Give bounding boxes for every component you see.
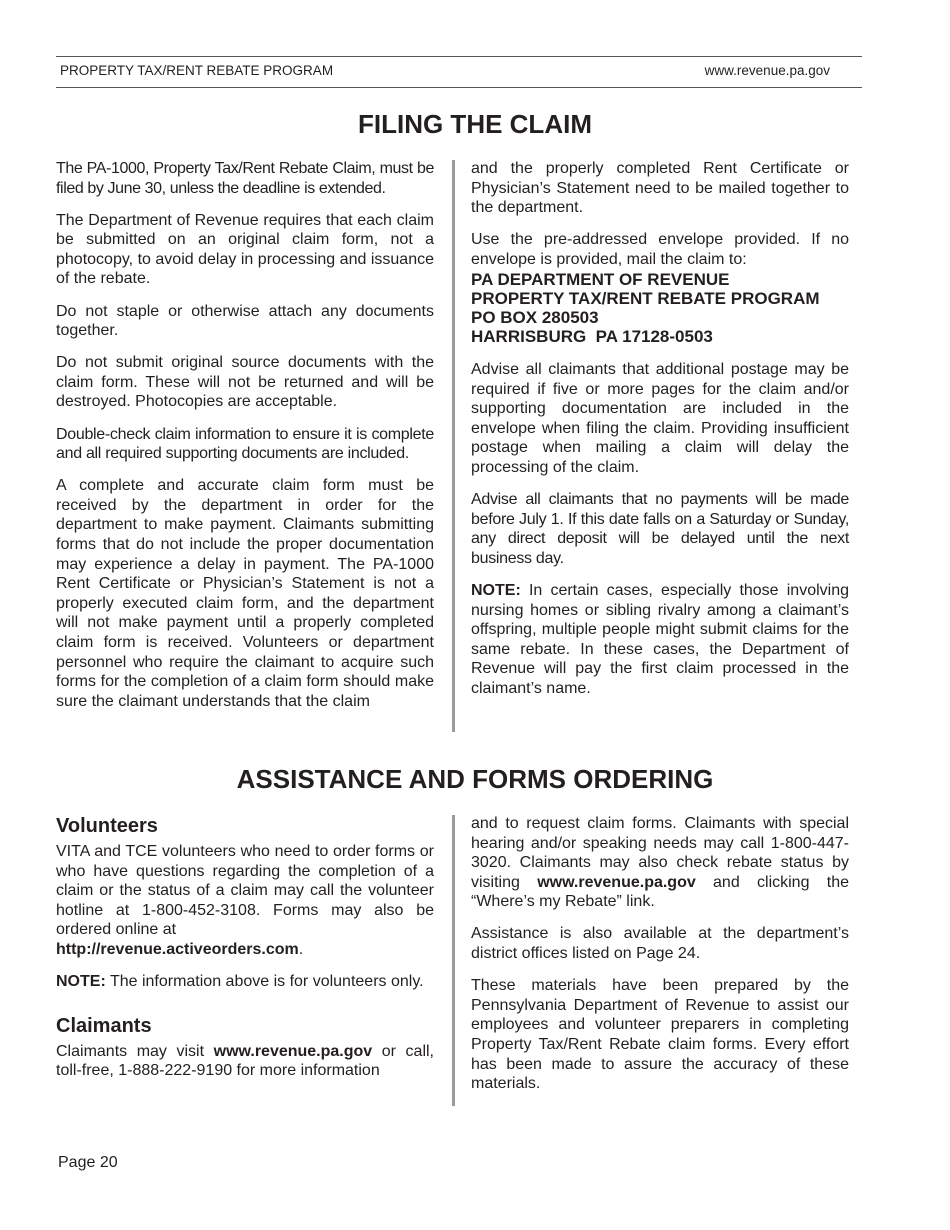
revenue-link[interactable]: www.revenue.pa.gov xyxy=(537,873,696,891)
column-divider xyxy=(452,815,455,1106)
paragraph: Advise all claimants that no payments will be made before July 1. If this date falls on a Saturday or Sunday, any direct deposit will be delayed until the next business day. xyxy=(471,491,849,567)
paragraph: A complete and accurate claim form must be received by the department in order for the department to make payment. Claimants submitting forms that do not include the proper documentation may experience a delay in payment. The PA-1000 Rent Certificate or Physician’s Statement is not a properly executed claim form, and the department will not make payment until a properly completed claim form is received. Volunteers or department personnel who require the claimant to acquire such forms for the completion of a claim form should make sure the claimant understands that the claim xyxy=(56,477,434,710)
paragraph: The PA-1000, Property Tax/Rent Rebate Claim, must be filed by June 30, unless the deadline is extended. xyxy=(56,160,434,197)
paragraph: The Department of Revenue requires that each claim be submitted on an original claim form, not a photocopy, to avoid delay in processing and issuance of the rebate. xyxy=(56,211,434,288)
note-paragraph xyxy=(56,972,434,992)
paragraph: Use the pre-addressed envelope provided. If no envelope is provided, mail the claim to: xyxy=(471,231,849,268)
header-rule-top xyxy=(56,56,862,57)
paragraph: Assistance is also available at the department’s district offices listed on Page 24. xyxy=(471,925,849,963)
header-program: PROPERTY TAX/RENT REBATE PROGRAM xyxy=(60,63,334,78)
section-title-assistance: ASSISTANCE AND FORMS ORDERING xyxy=(236,764,714,794)
mailing-address xyxy=(471,270,849,346)
text: and clicking the “Where’s my Rebate” link. xyxy=(471,873,849,911)
volunteers-link-line xyxy=(56,940,434,960)
assistance-right-column xyxy=(471,814,849,1106)
paragraph xyxy=(471,814,849,912)
paragraph: Advise all claimants that additional postage may be required if five or more pages for the claim and/or supporting documentation are included in the envelope when filing the claim. Providing insufficient postage when mailing a claim will delay the processing of the claim. xyxy=(471,360,849,476)
paragraph: Do not submit original source documents with the claim form. These will not be returned and will be destroyed. Photocopies are acceptable. xyxy=(56,354,434,411)
header-url: www.revenue.pa.gov xyxy=(704,63,830,78)
paragraph: These materials have been prepared by the Pennsylvania Department of Revenue to assist our employees and volunteer preparers in completing Property Tax/Rent Rebate claim forms. Every effort has been made to assure the accuracy of these materials. xyxy=(471,977,849,1093)
activeorders-link[interactable]: http://revenue.activeorders.com xyxy=(56,940,299,958)
assistance-left-column xyxy=(56,814,434,1093)
paragraph: and the properly completed Rent Certificate or Physician’s Statement need to be mailed together to the department. xyxy=(471,160,849,217)
period: . xyxy=(298,940,304,958)
paragraph: Do not staple or otherwise attach any documents together. xyxy=(56,302,434,340)
text: and to request claim forms. Claimants with special hearing and/or speaking needs may call 1-800-447-3020. Claimants may also check rebate status by visiting xyxy=(471,815,849,891)
paragraph xyxy=(56,1042,434,1081)
note-label: NOTE: xyxy=(471,581,521,599)
volunteers-heading: Volunteers xyxy=(56,815,158,837)
address-line: HARRISBURG PA 17128-0503 xyxy=(471,326,713,346)
header-rule-bottom xyxy=(56,87,862,88)
address-line: PROPERTY TAX/RENT REBATE PROGRAM xyxy=(471,288,820,308)
address-line: PA DEPARTMENT OF REVENUE xyxy=(471,269,730,289)
column-divider xyxy=(452,160,455,732)
note-label: NOTE: xyxy=(56,973,106,991)
filing-right-column xyxy=(471,159,849,711)
address-line: PO BOX 280503 xyxy=(471,307,599,327)
text: Claimants may visit xyxy=(56,1042,214,1060)
note-text: In certain cases, especially those involving nursing homes or sibling rivalry among a claimant’s offspring, multiple people might submit claims for the same rebate. In these cases, the Department of Revenue will pay the first claim processed in the claimant’s name. xyxy=(471,581,849,697)
paragraph: VITA and TCE volunteers who need to order forms or who have questions regarding the completion of a claim or the status of a claim may call the volunteer hotline at 1-800-452-3108. Forms may also be ordered online at xyxy=(56,843,434,939)
section-title-filing: FILING THE CLAIM xyxy=(358,109,592,139)
page-number: Page 20 xyxy=(58,1154,118,1171)
claimants-heading: Claimants xyxy=(56,1014,152,1037)
text: or call, toll-free, 1-888-222-9190 for more information xyxy=(56,1042,435,1080)
revenue-link[interactable]: www.revenue.pa.gov xyxy=(213,1042,373,1060)
paragraph: Double-check claim information to ensure it is complete and all required supporting documents are included. xyxy=(56,425,434,463)
note-paragraph xyxy=(471,581,849,699)
note-text: The information above is for volunteers only. xyxy=(105,973,424,991)
filing-left-column xyxy=(56,159,434,724)
